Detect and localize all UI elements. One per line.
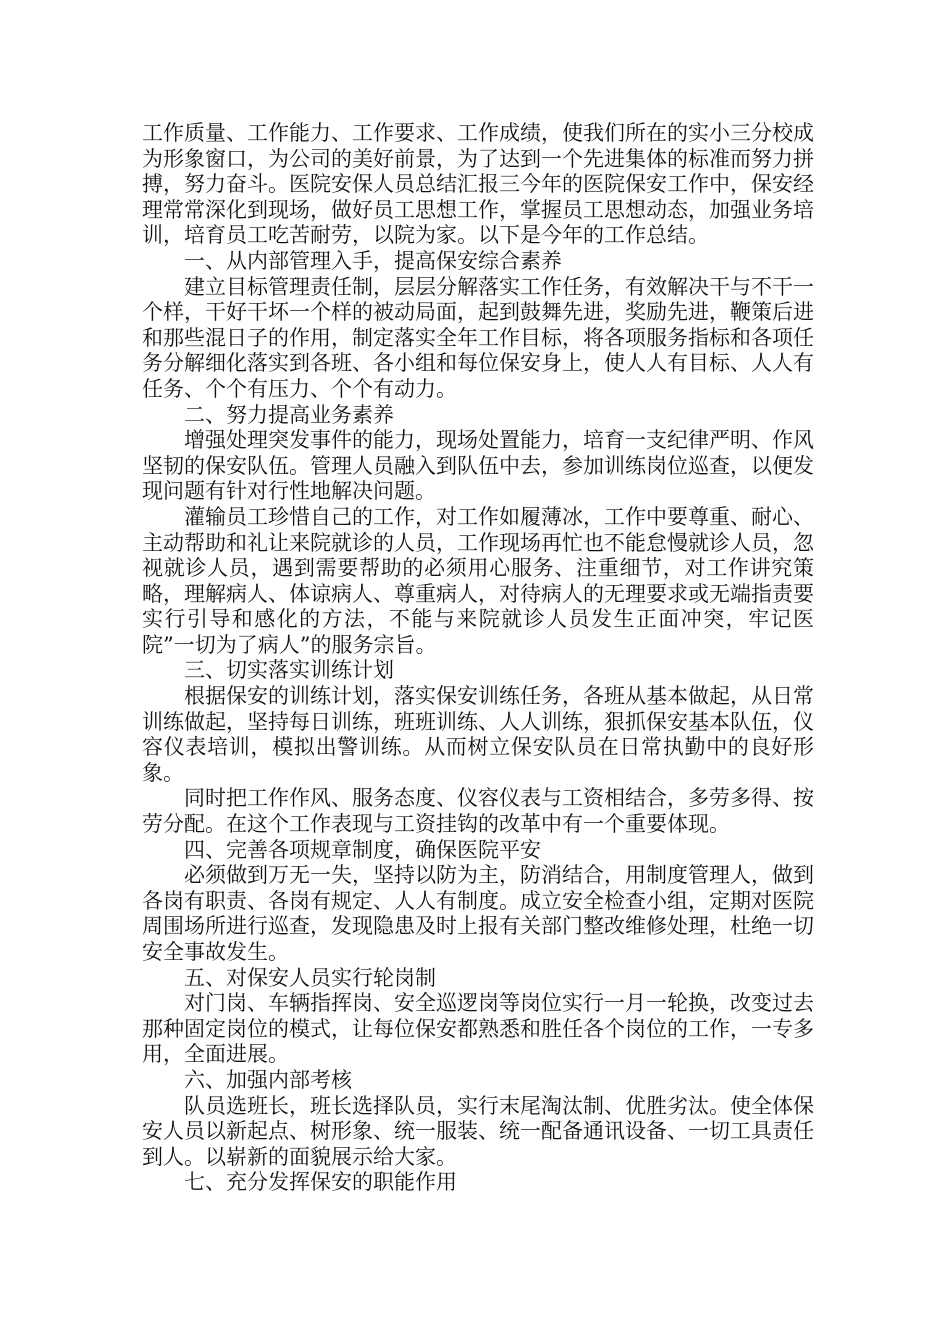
paragraph-section-4: 必须做到万无一失，坚持以防为主，防消结合，用制度管理人，做到各岗有职责、各岗有规定、人人有制度。成立安全检查小组，定期对医院周围场所进行巡查，发现隐患及时上报有关部门整改维修处理，杜绝一切安全事故发生。 — [142, 863, 814, 964]
paragraph-section-1: 建立目标管理责任制，层层分解落实工作任务，有效解决干与不干一个样，干好干坏一个样的被动局面，起到鼓舞先进，奖励先进，鞭策后进和那些混日子的作用，制定落实全年工作目标，将各项服务指标和各项任务分解细化落实到各班、各小组和每位保安身上，使人人有目标、人人有任务、个个有压力、个个有动力。 — [142, 274, 814, 401]
heading-section-1: 一、从内部管理入手，提高保安综合素养 — [184, 248, 562, 273]
paragraph-section-3b: 同时把工作作风、服务态度、仪容仪表与工资相结合，多劳多得、按劳分配。在这个工作表现与工资挂钩的改革中有一个重要体现。 — [142, 786, 814, 837]
paragraph-intro: 工作质量、工作能力、工作要求、工作成绩，使我们所在的实小三分校成为形象窗口，为公司的美好前景，为了达到一个先进集体的标准而努力拼搏，努力奋斗。医院安保人员总结汇报三今年的医院保安工作中，保安经理常常深化到现场，做好员工思想工作，掌握员工思想动态，加强业务培训，培育员工吃苦耐劳，以院为家。以下是今年的工作总结。 — [142, 121, 814, 248]
heading-section-4: 四、完善各项规章制度，确保医院平安 — [184, 837, 541, 862]
paragraph-section-2b: 灌输员工珍惜自己的工作，对工作如履薄冰，工作中要尊重、耐心、主动帮助和礼让来院就诊的人员，工作现场再忙也不能怠慢就诊人员，忽视就诊人员，遇到需要帮助的必须用心服务、注重细节，对工作讲究策略，理解病人、体谅病人、尊重病人，对待病人的无理要求或无端指责要实行引导和感化的方法，不能与来院就诊人员发生正面冲突，牢记医院”一切为了病人”的服务宗旨。 — [142, 504, 814, 657]
heading-section-6: 六、加强内部考核 — [184, 1067, 352, 1092]
heading-section-2: 二、努力提高业务素养 — [184, 402, 394, 427]
paragraph-section-3a: 根据保安的训练计划，落实保安训练任务，各班从基本做起，从日常训练做起，坚持每日训练，班班训练、人人训练，狠抓保安基本队伍，仪容仪表培训，模拟出警训练。从而树立保安队员在日常执勤中的良好形象。 — [142, 684, 814, 785]
heading-section-3: 三、切实落实训练计划 — [184, 658, 394, 683]
paragraph-section-2a: 增强处理突发事件的能力，现场处置能力，培育一支纪律严明、作风坚韧的保安队伍。管理人员融入到队伍中去，参加训练岗位巡查，以便发现问题有针对行性地解决问题。 — [142, 428, 814, 504]
heading-section-5: 五、对保安人员实行轮岗制 — [184, 965, 436, 990]
document-body — [142, 121, 814, 1196]
paragraph-section-5: 对门岗、车辆指挥岗、安全巡逻岗等岗位实行一月一轮换，改变过去那种固定岗位的模式，让每位保安都熟悉和胜任各个岗位的工作，一专多用，全面进展。 — [142, 991, 814, 1067]
paragraph-section-6: 队员选班长，班长选择队员，实行末尾淘汰制、优胜劣汰。使全体保安人员以新起点、树形象、统一服装、统一配备通讯设备、一切工具责任到人。以崭新的面貌展示给大家。 — [142, 1093, 814, 1169]
heading-section-7: 七、充分发挥保安的职能作用 — [184, 1170, 457, 1195]
